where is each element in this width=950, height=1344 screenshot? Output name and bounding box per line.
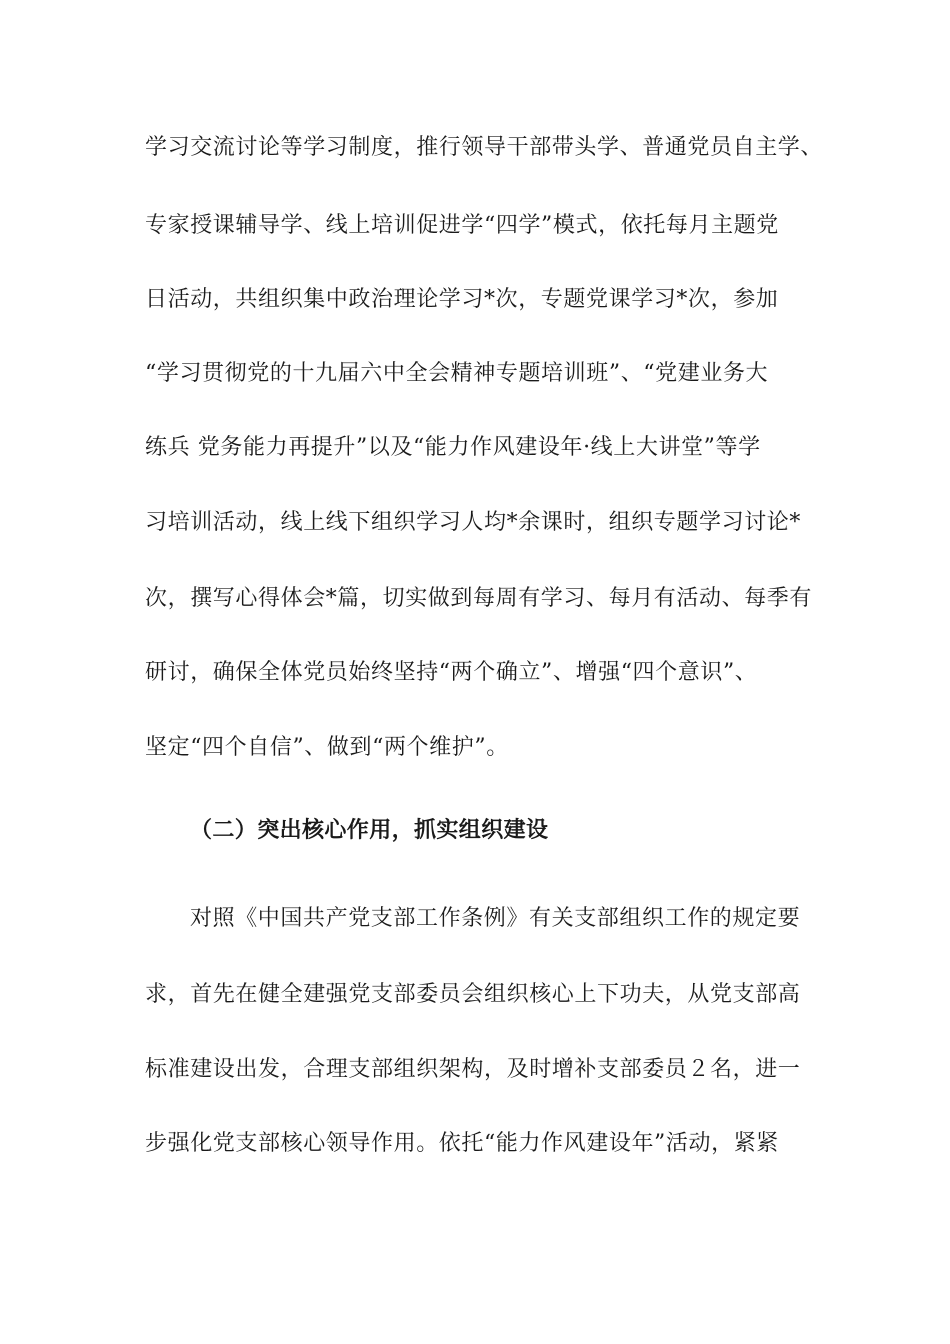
- body-text-line: 研讨，确保全体党员始终坚持“两个确立”、增强“四个意识”、: [145, 660, 758, 685]
- section-heading: （二）突出核心作用，抓实组织建设: [190, 818, 549, 843]
- body-text-line: 求，首先在健全建强党支部委员会组织核心上下功夫，从党支部高: [145, 982, 801, 1007]
- body-text-line: 次，撰写心得体会*篇，切实做到每周有学习、每月有活动、每季有: [145, 586, 813, 611]
- body-text-line: 专家授课辅导学、线上培训促进学“四学”模式，依托每月主题党: [145, 213, 779, 238]
- body-text-line: 坚定“四个自信”、做到“两个维护”。: [145, 735, 509, 760]
- body-text-line: 日活动，共组织集中政治理论学习*次，专题党课学习*次，参加: [145, 287, 779, 312]
- body-text-line: 对照《中国共产党支部工作条例》有关支部组织工作的规定要: [190, 906, 801, 931]
- body-text-line: 标准建设出发，合理支部组织架构，及时增补支部委员２名，进一: [145, 1057, 801, 1082]
- body-text-line: 练兵 党务能力再提升”以及“能力作风建设年·线上大讲堂”等学: [145, 435, 761, 460]
- body-text-line: 步强化党支部核心领导作用。依托“能力作风建设年”活动，紧紧: [145, 1131, 779, 1156]
- body-text-line: “学习贯彻党的十九届六中全会精神专题培训班”、“党建业务大: [145, 361, 769, 386]
- body-text-line: 习培训活动，线上线下组织学习人均*余课时，组织专题学习讨论*: [145, 510, 802, 535]
- body-text-line: 学习交流讨论等学习制度，推行领导干部带头学、普通党员自主学、: [145, 135, 824, 160]
